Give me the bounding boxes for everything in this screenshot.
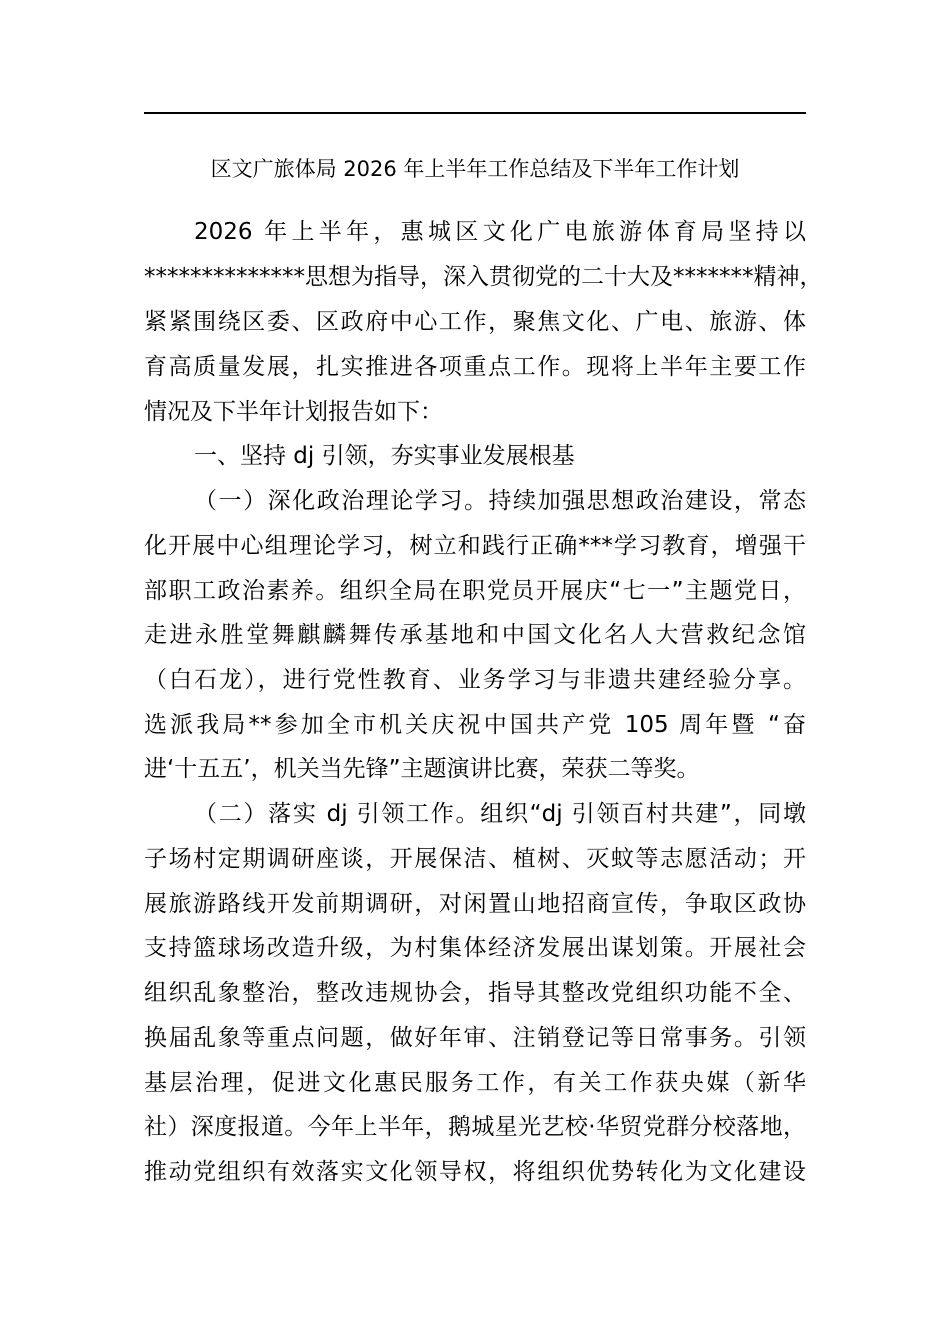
paragraph-line: 育高质量发展，扎实推进各项重点工作。现将上半年主要工作	[144, 354, 806, 380]
paragraph-line: （二）落实 dj 引领工作。组织“dj 引领百村共建”，同墩	[194, 801, 806, 827]
paragraph-line: 情况及下半年计划报告如下：	[144, 399, 443, 425]
paragraph-line: 社）深度报道。今年上半年，鹅城星光艺校·华贸党群分校落地，	[144, 1114, 806, 1140]
document-title: 区文广旅体局 2026 年上半年工作总结及下半年工作计划	[210, 157, 740, 181]
section-heading: 一、坚持 dj 引领，夯实事业发展根基	[194, 443, 575, 469]
paragraph-line: （一）深化政治理论学习。持续加强思想政治建设，常态	[194, 488, 806, 514]
paragraph-line: 部职工政治素养。组织全局在职党员开展庆“七一”主题党日，	[144, 578, 806, 604]
header-rule	[144, 112, 806, 114]
paragraph-line: 进‘十五五’，机关当先锋”主题演讲比赛，荣获二等奖。	[144, 756, 700, 782]
paragraph-line: **************思想为指导，深入贯彻党的二十大及*******精神，	[144, 264, 823, 290]
paragraph-line: 选派我局**参加全市机关庆祝中国共产党 105 周年暨 “奋	[144, 712, 806, 738]
paragraph-line: 化开展中心组理论学习，树立和践行正确***学习教育，增强干	[144, 533, 806, 559]
paragraph-line: 支持篮球场改造升级，为村集体经济发展出谋划策。开展社会	[144, 935, 806, 961]
paragraph-line: 组织乱象整治，整改违规协会，指导其整改党组织功能不全、	[144, 980, 806, 1006]
paragraph-line: 展旅游路线开发前期调研，对闲置山地招商宣传，争取区政协	[144, 891, 806, 917]
paragraph-line: 2026 年上半年，惠城区文化广电旅游体育局坚持以	[194, 219, 806, 245]
paragraph-line: 子场村定期调研座谈，开展保洁、植树、灭蚊等志愿活动；开	[144, 846, 806, 872]
paragraph-line: （白石龙），进行党性教育、业务学习与非遗共建经验分享。	[144, 667, 806, 693]
paragraph-line: 走进永胜堂舞麒麟舞传承基地和中国文化名人大营救纪念馆	[144, 622, 806, 648]
paragraph-line: 推动党组织有效落实文化领导权，将组织优势转化为文化建设	[144, 1159, 806, 1185]
paragraph-line: 紧紧围绕区委、区政府中心工作，聚焦文化、广电、旅游、体	[144, 309, 806, 335]
paragraph-line: 基层治理，促进文化惠民服务工作，有关工作获央媒（新华	[144, 1070, 806, 1096]
paragraph-line: 换届乱象等重点问题，做好年审、注销登记等日常事务。引领	[144, 1025, 806, 1051]
